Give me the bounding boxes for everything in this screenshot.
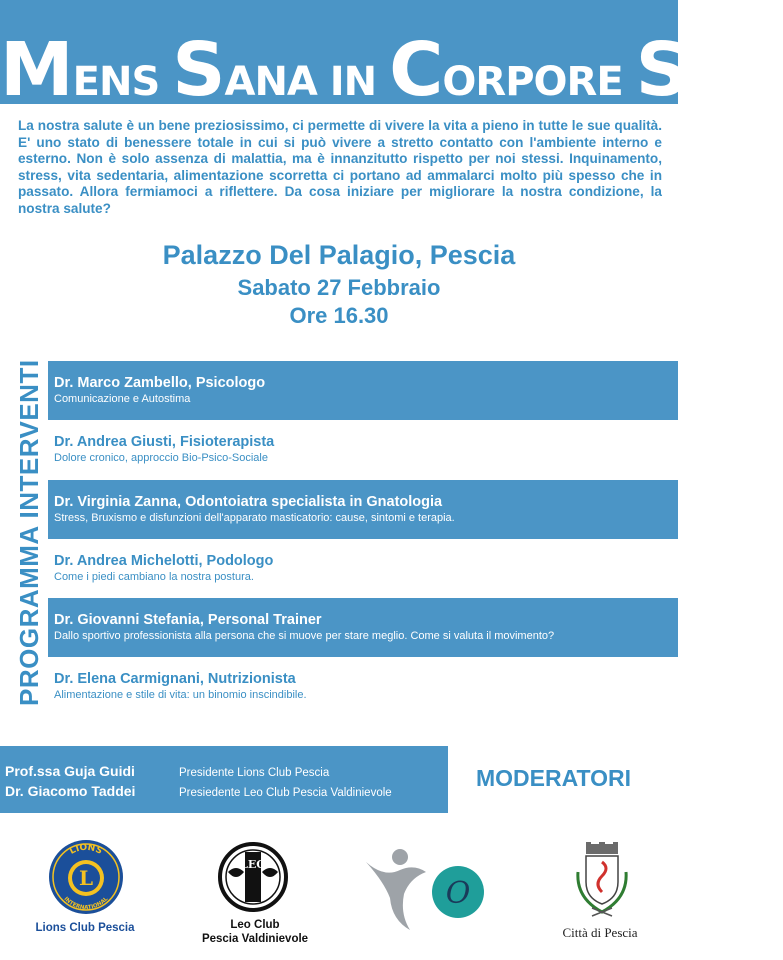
speaker-name: Dr. Marco Zambello, Psicologo [54, 375, 266, 391]
center-logo-mark: O [445, 876, 471, 911]
citta-label: Città di Pescia [562, 925, 638, 940]
program-label: PROGRAMMA INTERVENTI [14, 359, 44, 706]
title-smallcaps: ANO [687, 59, 783, 105]
title-smallcaps: ANA IN [224, 59, 390, 105]
moderator-role: Presidente Lions Club Pescia [179, 767, 330, 779]
lions-ring-top: LIONS [68, 842, 104, 857]
header-band [0, 0, 783, 113]
speaker-topic: Dallo sportivo professionista alla persona che si muove per stare meglio. Come si valuta il movimento? [54, 630, 555, 642]
title-capital: S [635, 27, 688, 113]
speaker-topic: Dolore cronico, approccio Bio-Psico-Sociale [54, 452, 268, 464]
lions-mark: L [78, 866, 94, 890]
speaker-name: Dr. Giovanni Stefania, Personal Trainer [54, 612, 322, 628]
moderators-band [0, 746, 448, 813]
moderator-name: Dr. Giacomo Taddei [5, 783, 136, 799]
moderators-heading: MODERATORI [476, 765, 632, 791]
speaker-row [48, 598, 678, 657]
speaker-topic: Stress, Bruxismo e disfunzioni dell'apparato masticatorio: cause, sintomi e terapia. [54, 512, 455, 524]
lions-label: Lions Club Pescia [35, 922, 135, 934]
leo-mark: LEO [240, 858, 266, 871]
moderator-row [5, 763, 329, 781]
page-title [0, 27, 783, 122]
lions-logo-icon [47, 838, 125, 916]
title-smallcaps: ENS [72, 59, 173, 105]
event-place: Palazzo Del Palagio, Pescia [162, 240, 516, 270]
moderator-name: Prof.ssa Guja Guidi [5, 763, 135, 779]
speaker-name: Dr. Virginia Zanna, Odontoiatra specialista in Gnatologia [54, 494, 443, 510]
speaker-row [48, 657, 678, 716]
leo-logo-icon [218, 842, 288, 912]
leo-label-line1: Leo Club [230, 919, 280, 931]
wellness-figure-icon [364, 848, 486, 932]
moderator-role: Presiedente Leo Club Pescia Valdinievole [179, 787, 392, 799]
leo-label-line2: Pescia Valdinievole [201, 933, 309, 945]
title-capital: S [172, 27, 225, 113]
speaker-row [48, 361, 678, 420]
event-time: Ore 16.30 [289, 303, 389, 328]
moderator-row [5, 783, 392, 801]
title-capital: C [389, 27, 443, 113]
speaker-name: Dr. Andrea Michelotti, Podologo [54, 553, 274, 569]
title-capital: M [0, 27, 73, 113]
lions-ring-bottom: INTERNATIONAL [62, 896, 110, 912]
speaker-topic: Comunicazione e Autostima [54, 393, 191, 405]
speaker-topic: Alimentazione e stile di vita: un binomio inscindibile. [54, 689, 307, 701]
speaker-row [48, 480, 678, 539]
intro-paragraph: La nostra salute è un bene preziosissimo, ci permette di vivere la vita a pieno in tutte le sue qualità. E' uno stato di benessere totale in cui si può vivere a stretto contatto con l'ambiente interno e esterno. Non è solo assenza di malattia, ma è innanzitutto rispetto per noi stessi. Inquinamento, stress, vita sedentaria, alimentazione scorretta ci portano ad ammalarci molto più spesso che in passato. Allora fermiamoci a riflettere. Da cosa iniziare per migliorare la nostra condizione, la nostra salute? [18, 118, 662, 216]
speaker-row [48, 420, 678, 479]
speaker-topic: Come i piedi cambiano la nostra postura. [54, 571, 254, 583]
speaker-name: Dr. Elena Carmignani, Nutrizionista [54, 671, 296, 687]
title-smallcaps: ORPORE [442, 59, 636, 105]
speaker-name: Dr. Andrea Giusti, Fisioterapista [54, 434, 275, 450]
leo-label [185, 918, 325, 946]
pescia-crest-icon [572, 842, 632, 922]
speaker-row [48, 539, 678, 598]
event-date: Sabato 27 Febbraio [237, 275, 441, 300]
